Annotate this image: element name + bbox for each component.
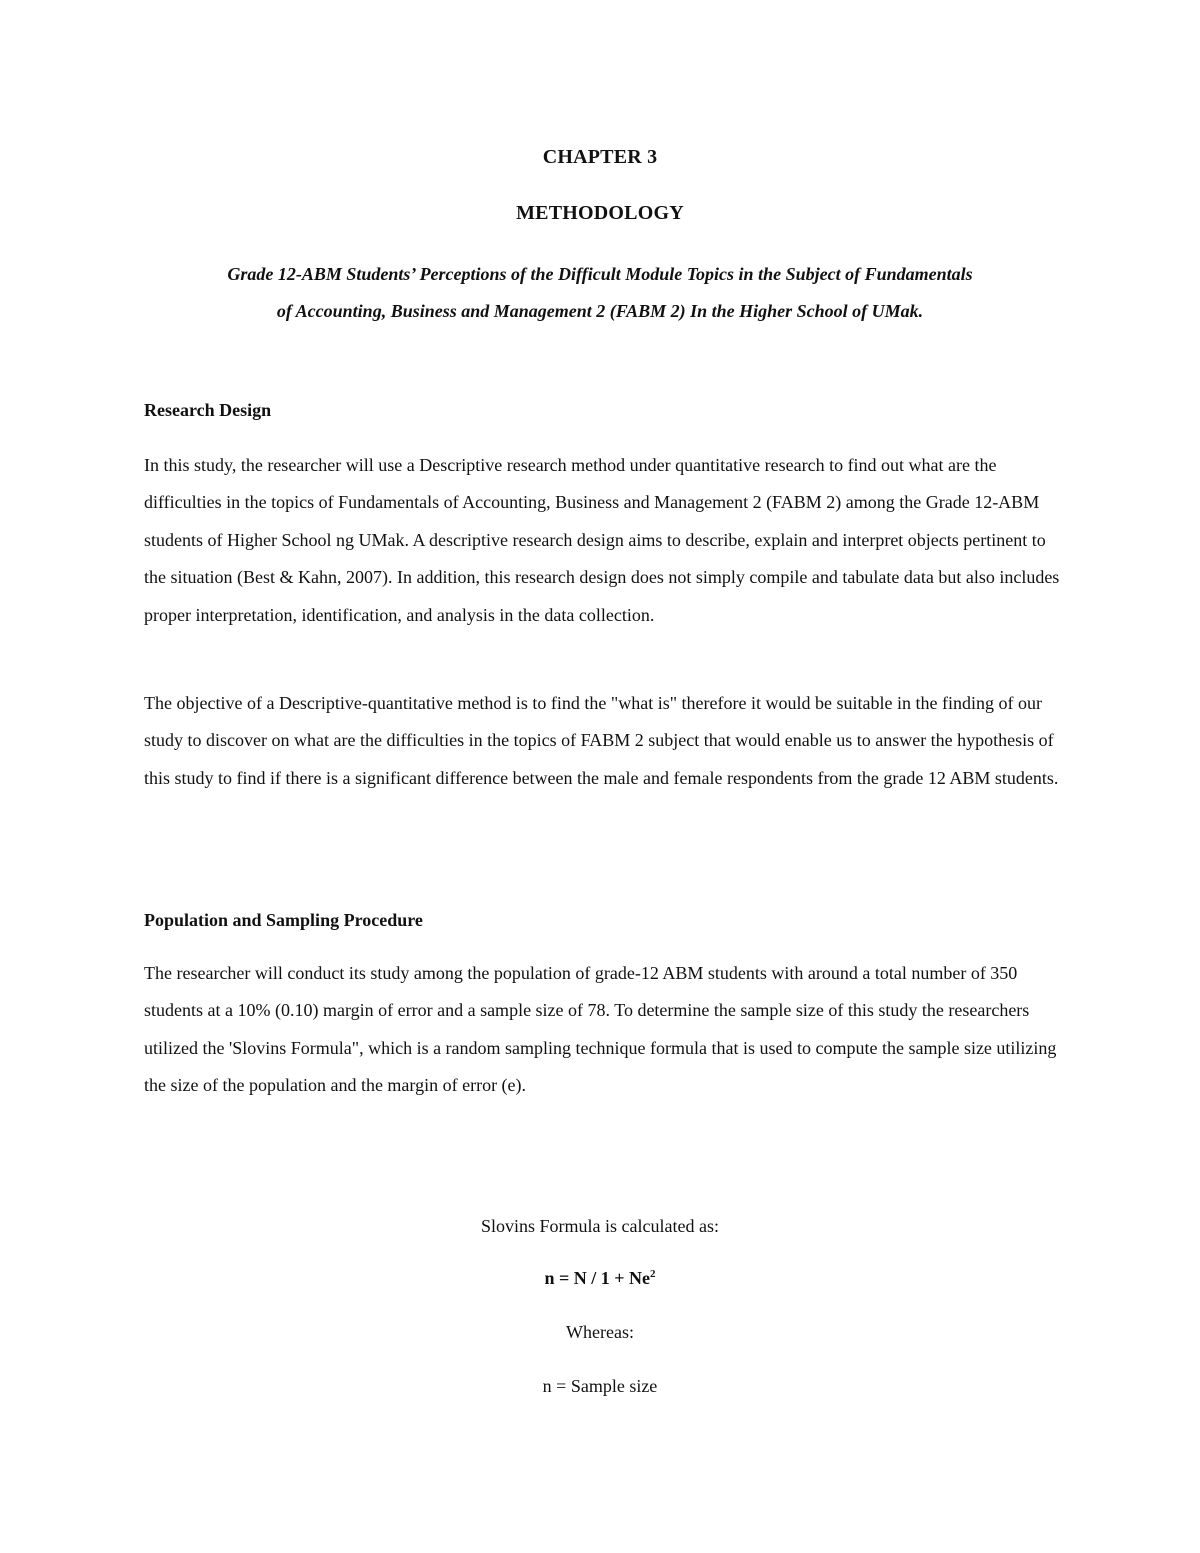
study-title [120, 256, 1080, 330]
formula-intro: Slovins Formula is calculated as: [481, 1216, 719, 1236]
slovins-equation [0, 1268, 1200, 1289]
study-title-line-2: of Accounting, Business and Management 2 (FABM 2) In the Higher School of UMak. [276, 301, 924, 321]
equation-exponent: 2 [650, 1268, 656, 1280]
study-title-line-1: Grade 12-ABM Students’ Perceptions of the Difficult Module Topics in the Subject of Fundamentals [227, 264, 973, 284]
equation-base: n = N / 1 + Ne [544, 1268, 650, 1288]
chapter-title: METHODOLOGY [516, 202, 684, 224]
research-design-paragraph-2: The objective of a Descriptive-quantitative method is to find the "what is" therefore it would be suitable in the finding of our study to discover on what are the difficulties in the topics of FABM 2 subject that would enable us to answer the hypothesis of this study to find if there is a significant difference between the male and female respondents from the grade 12 ABM students. [144, 693, 1059, 788]
chapter-number: CHAPTER 3 [542, 146, 658, 168]
research-design-paragraph-1: In this study, the researcher will use a Descriptive research method under quantitative research to find out what are the difficulties in the topics of Fundamentals of Accounting, Business and Management 2 (FABM 2) among the Grade 12-ABM students of Higher School ng UMak. A descriptive research design aims to describe, explain and interpret objects pertinent to the situation (Best & Kahn, 2007). In addition, this research design does not simply compile and tabulate data but also includes proper interpretation, identification, and analysis in the data collection. [144, 455, 1060, 625]
population-paragraph: The researcher will conduct its study among the population of grade-12 ABM students with around a total number of 350 students at a 10% (0.10) margin of error and a sample size of 78. To determine the sample size of this study the researchers utilized the 'Slovins Formula", which is a random sampling technique formula that is used to compute the sample size utilizing the size of the population and the margin of error (e). [144, 963, 1057, 1096]
research-design-heading: Research Design [144, 400, 272, 420]
definition-sample-size: n = Sample size [542, 1376, 658, 1396]
population-heading: Population and Sampling Procedure [144, 910, 423, 930]
whereas-label: Whereas: [566, 1322, 634, 1342]
